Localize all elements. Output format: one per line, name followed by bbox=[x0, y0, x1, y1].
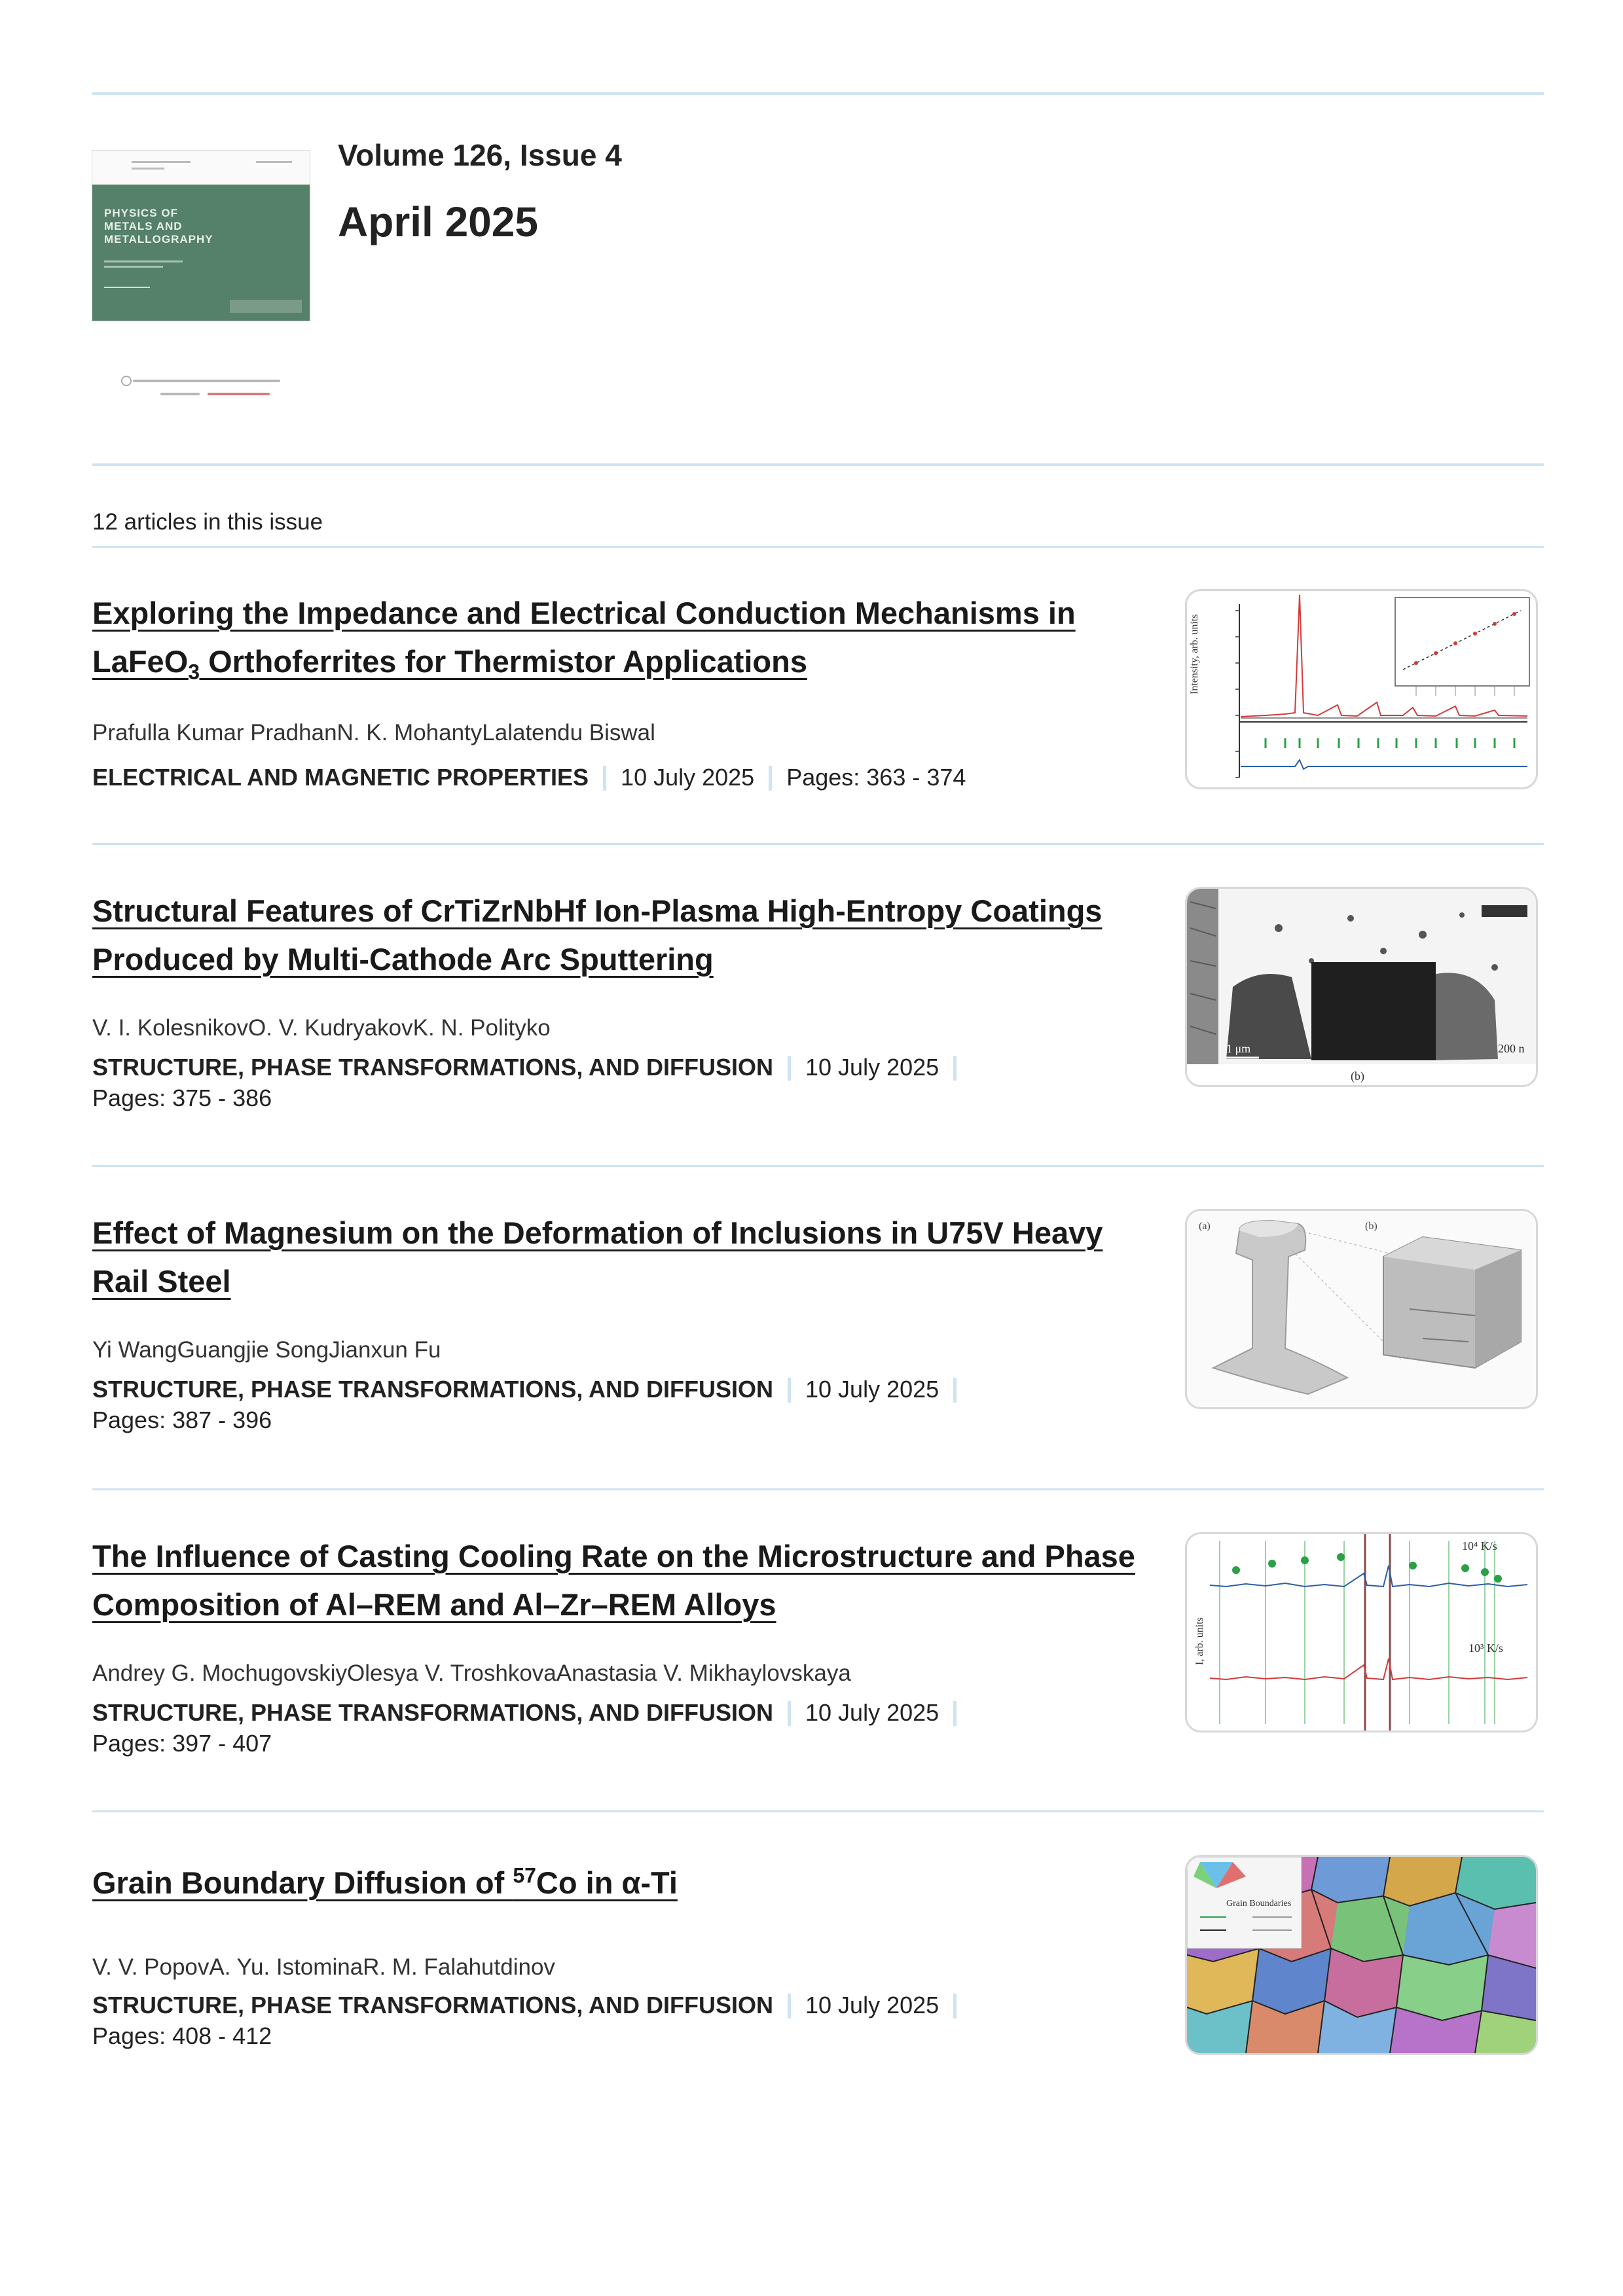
issue-date: April 2025 bbox=[338, 198, 538, 245]
article-count: 12 articles in this issue bbox=[92, 509, 323, 535]
article-thumbnail-rail[interactable] bbox=[1185, 1209, 1538, 1409]
article-title-link[interactable]: Effect of Magnesium on the Deformation of Inclusions in U75V Heavy Rail Steel bbox=[92, 1215, 1103, 1299]
panel-label: (b) bbox=[1351, 1069, 1364, 1083]
article-thumbnail-xrd[interactable] bbox=[1185, 589, 1538, 789]
header-rule-top bbox=[92, 92, 1544, 95]
article-thumbnail-spectra[interactable] bbox=[1185, 1532, 1538, 1732]
article-authors: Yi WangGuangjie SongJianxun Fu bbox=[92, 1337, 441, 1363]
article-type: STRUCTURE, PHASE TRANSFORMATIONS, AND DIFFUSION bbox=[92, 1376, 773, 1403]
divider bbox=[92, 1810, 1544, 1812]
article-authors: V. V. PopovA. Yu. IstominaR. M. Falahutdinov bbox=[92, 1954, 555, 1980]
publisher-logo bbox=[121, 376, 285, 402]
spectra-graphic bbox=[1187, 1534, 1536, 1731]
article-pages: Pages: 397 - 407 bbox=[92, 1730, 272, 1757]
svg-text:I, arb. units: I, arb. units bbox=[1194, 1617, 1205, 1665]
article-type: STRUCTURE, PHASE TRANSFORMATIONS, AND DIFFUSION bbox=[92, 1699, 773, 1726]
divider bbox=[92, 1165, 1544, 1167]
article-title-link[interactable]: Exploring the Impedance and Electrical Conduction Mechanisms in LaFeO$_3$ Orthoferrites for Thermistor Applications bbox=[92, 596, 1076, 684]
divider bbox=[92, 546, 1544, 548]
scale-label: 1 μm bbox=[1226, 1042, 1251, 1055]
series-label-low: 10³ K/s bbox=[1468, 1641, 1503, 1655]
scale-label: 200 n bbox=[1498, 1042, 1525, 1055]
article-title-link[interactable]: Structural Features of CrTiZrNbHf Ion-Plasma High-Entropy Coatings Produced by Multi-Cathode Arc Sputtering bbox=[92, 893, 1103, 977]
ebsd-map-graphic bbox=[1187, 1857, 1536, 2053]
article-meta bbox=[92, 1052, 1153, 1113]
article-date: 10 July 2025 bbox=[805, 1054, 939, 1081]
article-pages: Pages: 408 - 412 bbox=[92, 2022, 272, 2049]
rail-model-graphic bbox=[1187, 1211, 1536, 1407]
article-authors: Prafulla Kumar PradhanN. K. MohantyLalatendu Biswal bbox=[92, 720, 655, 745]
article-date: 10 July 2025 bbox=[805, 1992, 939, 2018]
article-thumbnail-sem[interactable] bbox=[1185, 887, 1538, 1087]
svg-text:Intensity, arb. units: Intensity, arb. units bbox=[1189, 614, 1200, 694]
journal-cover-image[interactable] bbox=[92, 151, 310, 321]
svg-text:(b): (b) bbox=[1365, 1221, 1377, 1232]
header-rule-bottom bbox=[92, 463, 1544, 466]
legend-title: Grain Boundaries bbox=[1226, 1899, 1292, 1909]
article-pages: Pages: 387 - 396 bbox=[92, 1407, 272, 1433]
volume-issue: Volume 126, Issue 4 bbox=[338, 138, 622, 172]
article-title-link[interactable]: The Influence of Casting Cooling Rate on the Microstructure and Phase Composition of Al–REM and Al–Zr–REM Alloys bbox=[92, 1539, 1135, 1622]
article-date: 10 July 2025 bbox=[805, 1699, 939, 1726]
article-pages: Pages: 363 - 374 bbox=[786, 764, 966, 791]
series-label-high: 10⁴ K/s bbox=[1462, 1539, 1497, 1552]
article-authors: Andrey G. MochugovskiyOlesya V. TroshkovaAnastasia V. Mikhaylovskaya bbox=[92, 1660, 851, 1686]
article-date: 10 July 2025 bbox=[805, 1376, 939, 1403]
cover-title: PHYSICS OF METALS AND METALLOGRAPHY bbox=[104, 207, 213, 245]
article-meta bbox=[92, 762, 1153, 793]
divider bbox=[92, 1488, 1544, 1490]
article-meta bbox=[92, 1990, 1153, 2051]
article-title-link[interactable]: Grain Boundary Diffusion of $^{57}$Co in α-Ti bbox=[92, 1863, 678, 1900]
svg-text:(a): (a) bbox=[1199, 1221, 1211, 1232]
article-type: STRUCTURE, PHASE TRANSFORMATIONS, AND DIFFUSION bbox=[92, 1992, 773, 2018]
article-meta bbox=[92, 1374, 1153, 1435]
article-pages: Pages: 375 - 386 bbox=[92, 1085, 272, 1111]
xrd-plot-graphic bbox=[1187, 591, 1536, 787]
article-date: 10 July 2025 bbox=[621, 764, 755, 791]
divider bbox=[92, 843, 1544, 845]
sem-micrograph-graphic bbox=[1187, 889, 1536, 1085]
article-type: ELECTRICAL AND MAGNETIC PROPERTIES bbox=[92, 764, 589, 791]
article-authors: V. I. KolesnikovO. V. KudryakovK. N. Polityko bbox=[92, 1015, 551, 1041]
article-thumbnail-ebsd[interactable] bbox=[1185, 1855, 1538, 2055]
article-type: STRUCTURE, PHASE TRANSFORMATIONS, AND DIFFUSION bbox=[92, 1054, 773, 1081]
article-meta bbox=[92, 1697, 1153, 1759]
